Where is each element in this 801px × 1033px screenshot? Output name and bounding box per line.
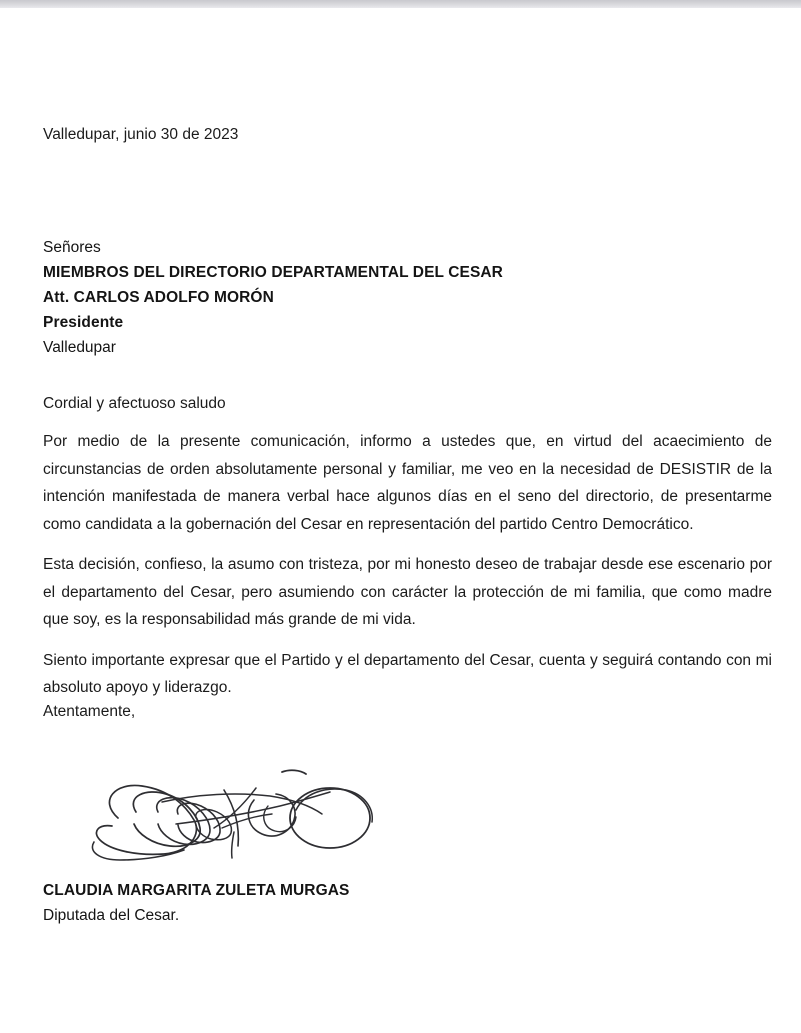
signer-name: CLAUDIA MARGARITA ZULETA MURGAS xyxy=(43,882,350,899)
addressee-attention: Att. CARLOS ADOLFO MORÓN xyxy=(43,289,274,306)
salutation: Cordial y afectuoso saludo xyxy=(43,395,226,412)
handwritten-signature-icon xyxy=(58,762,378,868)
letter-body xyxy=(43,428,772,702)
addressee-title: Presidente xyxy=(43,314,124,331)
window-top-bar xyxy=(0,0,801,9)
addressee-greeting: Señores xyxy=(43,239,101,256)
closing-line: Atentamente, xyxy=(43,703,136,720)
addressee-city: Valledupar xyxy=(43,339,116,356)
body-paragraph-3: Siento importante expresar que el Partido y el departamento del Cesar, cuenta y seguirá contando con mi absoluto apoyo y liderazgo. xyxy=(43,651,772,696)
body-paragraph-2: Esta decisión, confieso, la asumo con tristeza, por mi honesto deseo de trabajar desde ese escenario por el departamento del Cesar, pero asumiendo con carácter la protección de mi familia, que como madre que soy, es la responsabilidad más grande de mi vida. xyxy=(43,556,772,628)
addressee-block xyxy=(43,235,503,360)
addressee-organization: MIEMBROS DEL DIRECTORIO DEPARTAMENTAL DEL CESAR xyxy=(43,264,503,281)
date-line: Valledupar, junio 30 de 2023 xyxy=(43,126,239,143)
body-paragraph-1: Por medio de la presente comunicación, informo a ustedes que, en virtud del acaecimiento de circunstancias de orden absolutamente personal y familiar, me veo en la necesidad de DESISTIR de la intención manifestada de manera verbal hace algunos días en el seno del directorio, de presentarme como candidata a la gobernación del Cesar en representación del partido Centro Democrático. xyxy=(43,433,772,533)
signer-role: Diputada del Cesar. xyxy=(43,907,180,924)
signature-block xyxy=(43,878,349,928)
